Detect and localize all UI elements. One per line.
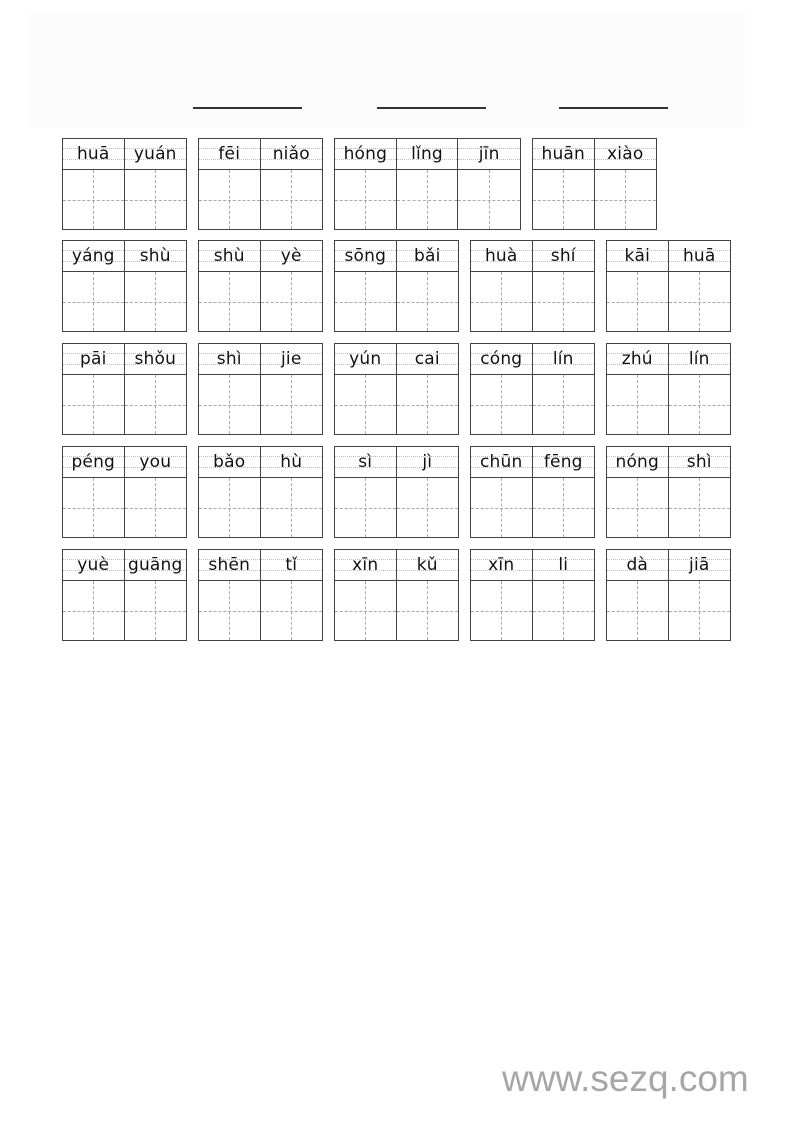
character-cell[interactable] — [63, 344, 125, 434]
pinyin-label — [63, 550, 124, 581]
pinyin-label — [199, 447, 260, 478]
character-cell[interactable] — [335, 241, 397, 331]
word-box — [470, 446, 595, 538]
score-blank[interactable] — [559, 107, 668, 109]
pinyin-text: pāi — [79, 349, 107, 369]
pinyin-label — [595, 139, 657, 170]
pinyin-text: shǒu — [134, 349, 177, 369]
pinyin-label — [533, 344, 595, 375]
tian-grid[interactable] — [397, 170, 458, 229]
character-cell[interactable] — [397, 344, 459, 434]
character-cell[interactable] — [261, 447, 323, 537]
pinyin-text: yáng — [71, 246, 115, 266]
pinyin-text: fēng — [543, 452, 583, 472]
tian-grid[interactable] — [471, 478, 532, 537]
pinyin-text: bǎi — [413, 246, 441, 266]
character-cell[interactable] — [397, 550, 459, 640]
character-cell[interactable] — [63, 447, 125, 537]
tian-grid[interactable] — [63, 375, 124, 434]
pinyin-label — [125, 550, 187, 581]
pinyin-label — [63, 344, 124, 375]
pinyin-text: huà — [484, 246, 518, 266]
character-cell[interactable] — [669, 447, 731, 537]
tian-grid[interactable] — [471, 375, 532, 434]
character-cell[interactable] — [63, 241, 125, 331]
tian-grid[interactable] — [63, 272, 124, 331]
pinyin-label — [471, 344, 532, 375]
character-cell[interactable] — [471, 241, 533, 331]
pinyin-text: tǐ — [285, 555, 298, 575]
pinyin-label — [199, 139, 260, 170]
pinyin-label — [533, 139, 594, 170]
word-box — [606, 343, 731, 435]
pinyin-label — [533, 550, 595, 581]
pinyin-text: yún — [349, 349, 382, 369]
character-cell[interactable] — [397, 447, 459, 537]
pinyin-label — [125, 447, 187, 478]
character-cell[interactable] — [125, 447, 187, 537]
pinyin-text: lín — [688, 349, 710, 369]
word-box — [470, 240, 595, 332]
pinyin-text: huān — [541, 144, 586, 164]
pinyin-label — [471, 550, 532, 581]
pinyin-label — [261, 241, 323, 272]
word-box — [532, 138, 657, 230]
pinyin-label — [335, 447, 396, 478]
watermark: www.sezq.com — [502, 1058, 749, 1099]
word-box — [334, 549, 459, 641]
character-cell[interactable] — [199, 241, 261, 331]
character-cell[interactable] — [199, 447, 261, 537]
pinyin-label — [63, 241, 124, 272]
pinyin-text: huā — [76, 144, 110, 164]
word-box — [470, 343, 595, 435]
tian-grid[interactable] — [125, 478, 187, 537]
tian-grid[interactable] — [669, 375, 731, 434]
tian-grid[interactable] — [261, 272, 323, 331]
pinyin-text: shì — [686, 452, 712, 472]
word-box — [62, 138, 187, 230]
pinyin-text: zhú — [621, 349, 653, 369]
pinyin-text: kāi — [624, 246, 651, 266]
character-cell[interactable] — [669, 344, 731, 434]
character-cell[interactable] — [335, 344, 397, 434]
word-box — [334, 446, 459, 538]
tian-grid[interactable] — [471, 272, 532, 331]
pinyin-text: chūn — [480, 452, 523, 472]
character-cell[interactable] — [261, 344, 323, 434]
word-box — [606, 549, 731, 641]
tian-grid[interactable] — [397, 478, 459, 537]
pinyin-text: dà — [626, 555, 649, 575]
pinyin-text: li — [558, 555, 569, 575]
tian-grid[interactable] — [533, 478, 595, 537]
pinyin-text: niǎo — [272, 144, 310, 164]
pinyin-text: sì — [358, 452, 373, 472]
tian-grid[interactable] — [261, 478, 323, 537]
pinyin-label — [533, 241, 595, 272]
tian-grid[interactable] — [669, 478, 731, 537]
word-box — [62, 446, 187, 538]
tian-grid[interactable] — [199, 478, 260, 537]
character-cell[interactable] — [397, 139, 459, 229]
character-cell[interactable] — [63, 139, 125, 229]
pinyin-label — [125, 344, 187, 375]
pinyin-label — [607, 447, 668, 478]
tian-grid[interactable] — [63, 478, 124, 537]
tian-grid[interactable] — [397, 272, 459, 331]
tian-grid[interactable] — [261, 581, 323, 640]
pinyin-text: bǎo — [213, 452, 246, 472]
word-box — [470, 549, 595, 641]
pinyin-label — [125, 139, 187, 170]
tian-grid[interactable] — [125, 170, 187, 229]
character-cell[interactable] — [607, 550, 669, 640]
pinyin-label — [669, 344, 731, 375]
character-cell[interactable] — [471, 344, 533, 434]
character-cell[interactable] — [458, 139, 520, 229]
character-cell[interactable] — [607, 344, 669, 434]
tian-grid[interactable] — [125, 272, 187, 331]
character-cell[interactable] — [335, 550, 397, 640]
pinyin-text: you — [139, 452, 172, 472]
pinyin-text: jì — [422, 452, 433, 472]
tian-grid[interactable] — [63, 170, 124, 229]
tian-grid[interactable] — [335, 375, 396, 434]
pinyin-text: yuán — [133, 144, 177, 164]
tian-grid[interactable] — [397, 375, 459, 434]
pinyin-text: huā — [682, 246, 716, 266]
pinyin-text: sōng — [344, 246, 387, 266]
word-box — [334, 240, 459, 332]
tian-grid[interactable] — [669, 581, 731, 640]
pinyin-text: péng — [71, 452, 116, 472]
character-cell[interactable] — [471, 447, 533, 537]
pinyin-text: jiā — [689, 555, 710, 575]
character-cell[interactable] — [199, 344, 261, 434]
pinyin-text: kǔ — [416, 555, 438, 575]
character-cell[interactable] — [125, 241, 187, 331]
character-cell[interactable] — [335, 139, 397, 229]
character-cell[interactable] — [261, 241, 323, 331]
word-box — [198, 138, 323, 230]
character-cell[interactable] — [669, 241, 731, 331]
character-cell[interactable] — [669, 550, 731, 640]
pinyin-label — [63, 139, 124, 170]
pinyin-text: hù — [280, 452, 303, 472]
word-box — [198, 240, 323, 332]
tian-grid[interactable] — [533, 272, 595, 331]
pinyin-text: lǐng — [411, 144, 443, 164]
tian-grid[interactable] — [335, 272, 396, 331]
tian-grid[interactable] — [471, 581, 532, 640]
character-cell[interactable] — [199, 550, 261, 640]
character-cell[interactable] — [125, 344, 187, 434]
pinyin-label — [669, 447, 731, 478]
pinyin-text: shí — [550, 246, 576, 266]
word-box — [62, 240, 187, 332]
pinyin-text: cai — [414, 349, 440, 369]
pinyin-text: lín — [552, 349, 574, 369]
pinyin-label — [397, 344, 459, 375]
pinyin-text: jie — [280, 349, 302, 369]
tian-grid[interactable] — [261, 375, 323, 434]
pinyin-label — [607, 550, 668, 581]
name-blank[interactable] — [193, 107, 302, 109]
pinyin-text: xiào — [607, 144, 644, 164]
pinyin-label — [533, 447, 595, 478]
pinyin-label — [335, 550, 396, 581]
pinyin-label — [261, 447, 323, 478]
character-cell[interactable] — [335, 447, 397, 537]
tian-grid[interactable] — [125, 581, 187, 640]
pinyin-label — [63, 447, 124, 478]
character-cell[interactable] — [607, 447, 669, 537]
word-box — [606, 240, 731, 332]
tian-grid[interactable] — [199, 581, 260, 640]
pinyin-label — [261, 139, 323, 170]
character-cell[interactable] — [397, 241, 459, 331]
tian-grid[interactable] — [199, 170, 260, 229]
pinyin-label — [199, 241, 260, 272]
pinyin-label — [335, 344, 396, 375]
pinyin-label — [669, 550, 731, 581]
character-cell[interactable] — [607, 241, 669, 331]
tian-grid[interactable] — [199, 375, 260, 434]
tian-grid[interactable] — [63, 581, 124, 640]
pinyin-label — [669, 241, 731, 272]
tian-grid[interactable] — [607, 581, 668, 640]
pinyin-label — [397, 139, 458, 170]
pinyin-text: shēn — [208, 555, 251, 575]
tian-grid[interactable] — [199, 272, 260, 331]
tian-grid[interactable] — [533, 170, 594, 229]
pinyin-label — [458, 139, 520, 170]
pinyin-label — [199, 550, 260, 581]
word-box — [334, 138, 521, 230]
pinyin-label — [261, 344, 323, 375]
pinyin-text: yè — [280, 246, 302, 266]
pinyin-label — [607, 344, 668, 375]
character-cell[interactable] — [533, 241, 595, 331]
pinyin-text: xīn — [488, 555, 515, 575]
character-cell[interactable] — [125, 139, 187, 229]
tian-grid[interactable] — [335, 581, 396, 640]
pinyin-text: nóng — [615, 452, 660, 472]
character-cell[interactable] — [471, 550, 533, 640]
pinyin-label — [335, 241, 396, 272]
tian-grid[interactable] — [607, 375, 668, 434]
word-box — [198, 549, 323, 641]
pinyin-text: fēi — [218, 144, 241, 164]
tian-grid[interactable] — [125, 375, 187, 434]
tian-grid[interactable] — [669, 272, 731, 331]
pinyin-text: shù — [213, 246, 245, 266]
word-box — [334, 343, 459, 435]
pinyin-text: shù — [139, 246, 171, 266]
character-cell[interactable] — [533, 344, 595, 434]
word-box — [606, 446, 731, 538]
character-cell[interactable] — [533, 139, 595, 229]
word-box — [62, 549, 187, 641]
tian-grid[interactable] — [335, 170, 396, 229]
pinyin-label — [471, 447, 532, 478]
tian-grid[interactable] — [397, 581, 459, 640]
pinyin-label — [261, 550, 323, 581]
character-cell[interactable] — [63, 550, 125, 640]
tian-grid[interactable] — [335, 478, 396, 537]
character-cell[interactable] — [533, 447, 595, 537]
tian-grid[interactable] — [458, 170, 520, 229]
pinyin-label — [125, 241, 187, 272]
word-box — [198, 446, 323, 538]
pinyin-text: guāng — [127, 555, 183, 575]
tian-grid[interactable] — [261, 170, 323, 229]
character-cell[interactable] — [125, 550, 187, 640]
word-box — [198, 343, 323, 435]
pinyin-text: hóng — [343, 144, 388, 164]
tian-grid[interactable] — [595, 170, 657, 229]
pinyin-label — [199, 344, 260, 375]
character-cell[interactable] — [595, 139, 657, 229]
pinyin-label — [397, 241, 459, 272]
tian-grid[interactable] — [533, 375, 595, 434]
pinyin-label — [607, 241, 668, 272]
pinyin-text: xīn — [352, 555, 379, 575]
header-area — [28, 12, 745, 128]
pinyin-label — [335, 139, 396, 170]
pinyin-label — [397, 550, 459, 581]
word-box — [62, 343, 187, 435]
tian-grid[interactable] — [533, 581, 595, 640]
pinyin-text: yuè — [77, 555, 110, 575]
pinyin-text: cóng — [480, 349, 523, 369]
tian-grid[interactable] — [607, 478, 668, 537]
tian-grid[interactable] — [607, 272, 668, 331]
character-cell[interactable] — [199, 139, 261, 229]
pinyin-label — [471, 241, 532, 272]
pinyin-text: jīn — [478, 144, 500, 164]
pinyin-text: shì — [216, 349, 242, 369]
class-blank[interactable] — [377, 107, 486, 109]
character-cell[interactable] — [261, 139, 323, 229]
character-cell[interactable] — [261, 550, 323, 640]
pinyin-label — [397, 447, 459, 478]
character-cell[interactable] — [533, 550, 595, 640]
